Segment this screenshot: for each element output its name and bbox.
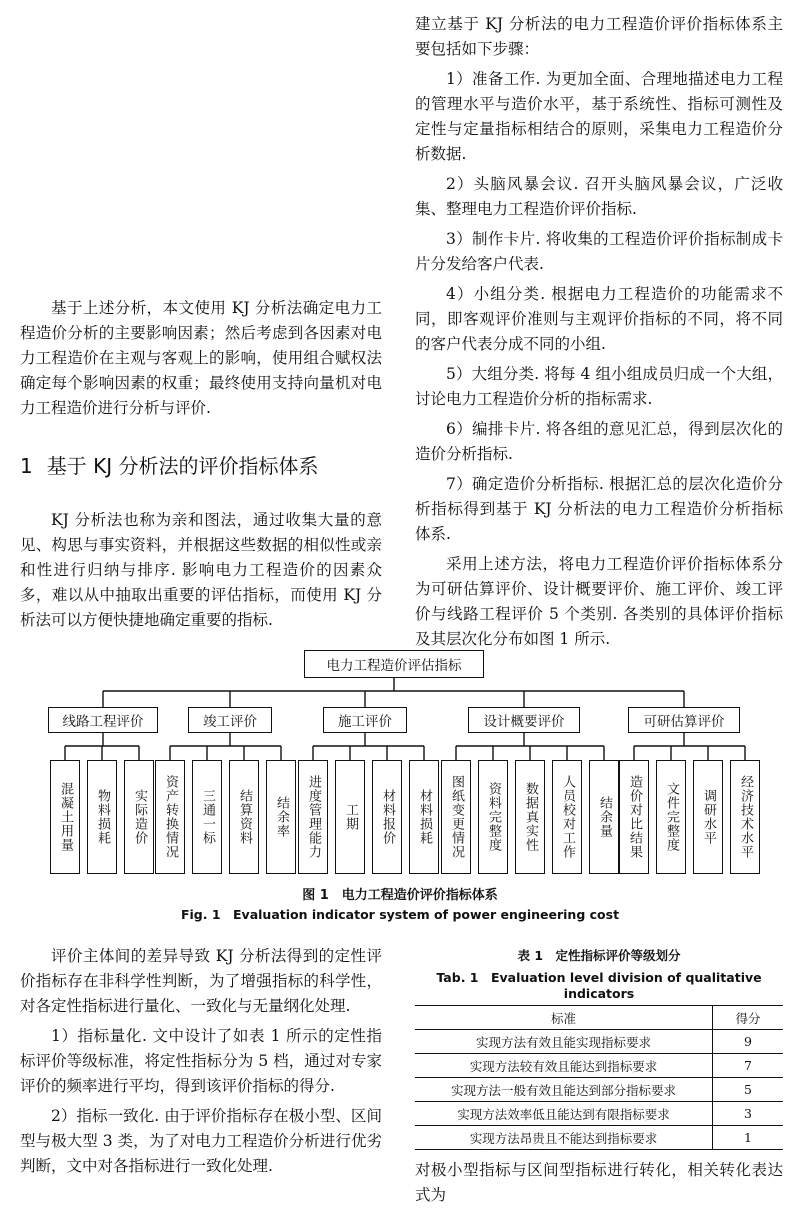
category-node: 设计概要评价 bbox=[468, 707, 580, 733]
section-number: 1 bbox=[20, 454, 33, 478]
category-node: 线路工程评价 bbox=[48, 707, 158, 733]
root-node: 电力工程造价评估指标 bbox=[304, 650, 484, 678]
right-column-top bbox=[415, 12, 783, 657]
steps-intro: 建立基于 KJ 分析法的电力工程造价评价指标体系主要包括如下步骤： bbox=[415, 15, 783, 58]
row-standard: 实现方法有效且能实现指标要求 bbox=[475, 1034, 651, 1050]
analysis-paragraph: 基于上述分析，本文使用 KJ 分析法确定电力工程造价分析的主要影响因素；然后考虑到各因素对电力工程造价在主观与客观上的影响，使用组合赋权法确定每个影响因素的权重；最终使用支持向量机对电力工程造价进行分析与评价. bbox=[20, 299, 382, 417]
category-node: 竣工评价 bbox=[188, 707, 272, 733]
figure-caption-cn: 图 1 电力工程造价评价指标体系 bbox=[302, 888, 498, 903]
normalization-paragraph: 评价主体间的差异导致 KJ 分析法得到的定性评价指标存在非科学性判断，为了增强指标的科学性，对各定性指标进行量化、一致化与无量纲化处理. bbox=[20, 947, 382, 1015]
row-score: 9 bbox=[713, 1030, 784, 1054]
indicator-leaf-node: 结余率 bbox=[266, 760, 296, 874]
indicator-leaf-node: 造价对比结果 bbox=[619, 760, 649, 874]
transform-paragraph: 对极小型指标与区间型指标进行转化，相关转化表达式为 bbox=[415, 1161, 783, 1204]
figure-caption-en: Fig. 1 Evaluation indicator system of power engineering cost bbox=[180, 907, 620, 922]
table-caption-cn: 表 1 定性指标评价等级划分 bbox=[517, 948, 681, 963]
header-score: 得分 bbox=[713, 1006, 784, 1030]
table-row bbox=[415, 1102, 783, 1126]
quantification-paragraph: 1）指标量化. 文中设计了如表 1 所示的定性指标评价等级标准，将定性指标分为 5 档，通过对专家评价的频率进行平均，得到该评价指标的得分. bbox=[20, 1027, 382, 1095]
header-standard: 标准 bbox=[550, 1010, 576, 1026]
indicator-leaf-node: 物料损耗 bbox=[87, 760, 117, 874]
indicator-leaf-node: 经济技术水平 bbox=[730, 760, 760, 874]
indicator-leaf-node: 材料报价 bbox=[372, 760, 402, 874]
left-column-top bbox=[20, 296, 382, 426]
table-row bbox=[415, 1078, 783, 1102]
consistency-paragraph: 2）指标一致化. 由于评价指标存在极小型、区间型与极大型 3 类，为了对电力工程造价分析进行优劣判断，文中对各指标进行一致化处理. bbox=[20, 1107, 382, 1175]
indicator-leaf-node: 三通一标 bbox=[192, 760, 222, 874]
step-6: 6）编排卡片. 将各组的意见汇总，得到层次化的造价分析指标. bbox=[415, 420, 783, 463]
method-summary: 采用上述方法，将电力工程造价评价指标体系分为可研估算评价、设计概要评价、施工评价、竣工评价与线路工程评价 5 个类别. 各类别的具体评价指标及其层次化分布如图 1 所示. bbox=[415, 555, 783, 648]
row-score: 7 bbox=[713, 1054, 784, 1078]
indicator-leaf-node: 调研水平 bbox=[693, 760, 723, 874]
row-standard: 实现方法效率低且能达到有限指标要求 bbox=[457, 1106, 670, 1122]
indicator-tree-figure bbox=[38, 646, 762, 880]
step-3: 3）制作卡片. 将收集的工程造价评价指标制成卡片分发给客户代表. bbox=[415, 230, 783, 273]
table-row bbox=[415, 1054, 783, 1078]
category-node: 施工评价 bbox=[323, 707, 407, 733]
indicator-leaf-node: 混凝土用量 bbox=[50, 760, 80, 874]
kj-paragraph: KJ 分析法也称为亲和图法，通过收集大量的意见、构思与事实资料，并根据这些数据的相似性或亲和性进行归纳与排序. 影响电力工程造价的因素众多，难以从中抽取出重要的评估指标，而使用 KJ 分析法可以方便快捷地确定重要的指标. bbox=[20, 511, 382, 629]
indicator-leaf-node: 实际造价 bbox=[124, 760, 154, 874]
step-7: 7）确定造价分析指标. 根据汇总的层次化造价分析指标得到基于 KJ 分析法的电力工程造价分析指标体系. bbox=[415, 475, 783, 543]
step-2: 2）头脑风暴会议. 召开头脑风暴会议，广泛收集、整理电力工程造价评价指标. bbox=[415, 175, 783, 218]
indicator-leaf-node: 图纸变更情况 bbox=[441, 760, 471, 874]
section-title: 基于 KJ 分析法的评价指标体系 bbox=[46, 454, 319, 478]
indicator-leaf-node: 工期 bbox=[335, 760, 365, 874]
indicator-leaf-node: 资料完整度 bbox=[478, 760, 508, 874]
level-table bbox=[415, 1005, 783, 1150]
row-score: 1 bbox=[713, 1126, 784, 1150]
left-column-mid bbox=[20, 508, 382, 638]
step-5: 5）大组分类. 将每 4 组小组成员归成一个大组，讨论电力工程造价分析的指标需求. bbox=[415, 365, 783, 408]
row-standard: 实现方法较有效且能达到指标要求 bbox=[469, 1058, 658, 1074]
row-standard: 实现方法一般有效且能达到部分指标要求 bbox=[450, 1082, 676, 1098]
table-row bbox=[415, 1030, 783, 1054]
table-caption-en: Tab. 1 Evaluation level division of qualitative indicators bbox=[436, 970, 762, 1001]
indicator-leaf-node: 结算资料 bbox=[229, 760, 259, 874]
indicator-leaf-node: 文件完整度 bbox=[656, 760, 686, 874]
step-4: 4）小组分类. 根据电力工程造价的功能需求不同，即客观评价准则与主观评价指标的不同，将不同的客户代表分成不同的小组. bbox=[415, 285, 783, 353]
indicator-leaf-node: 进度管理能力 bbox=[298, 760, 328, 874]
table-row bbox=[415, 1126, 783, 1150]
section-heading bbox=[20, 452, 382, 480]
indicator-leaf-node: 数据真实性 bbox=[515, 760, 545, 874]
indicator-leaf-node: 结余量 bbox=[589, 760, 619, 874]
table-1 bbox=[415, 946, 783, 1150]
indicator-leaf-node: 资产转换情况 bbox=[155, 760, 185, 874]
indicator-leaf-node: 人员校对工作 bbox=[552, 760, 582, 874]
row-standard: 实现方法昂贵且不能达到指标要求 bbox=[469, 1130, 658, 1146]
step-1: 1）准备工作. 为更加全面、合理地描述电力工程的管理水平与造价水平，基于系统性、指标可测性及定性与定量指标相结合的原则，采集电力工程造价分析数据. bbox=[415, 70, 783, 163]
category-node: 可研估算评价 bbox=[628, 707, 740, 733]
table-header-row bbox=[415, 1006, 783, 1030]
left-column-bottom bbox=[20, 944, 382, 1184]
right-column-bottom bbox=[415, 1158, 783, 1213]
row-score: 3 bbox=[713, 1102, 784, 1126]
row-score: 5 bbox=[713, 1078, 784, 1102]
indicator-leaf-node: 材料损耗 bbox=[409, 760, 439, 874]
